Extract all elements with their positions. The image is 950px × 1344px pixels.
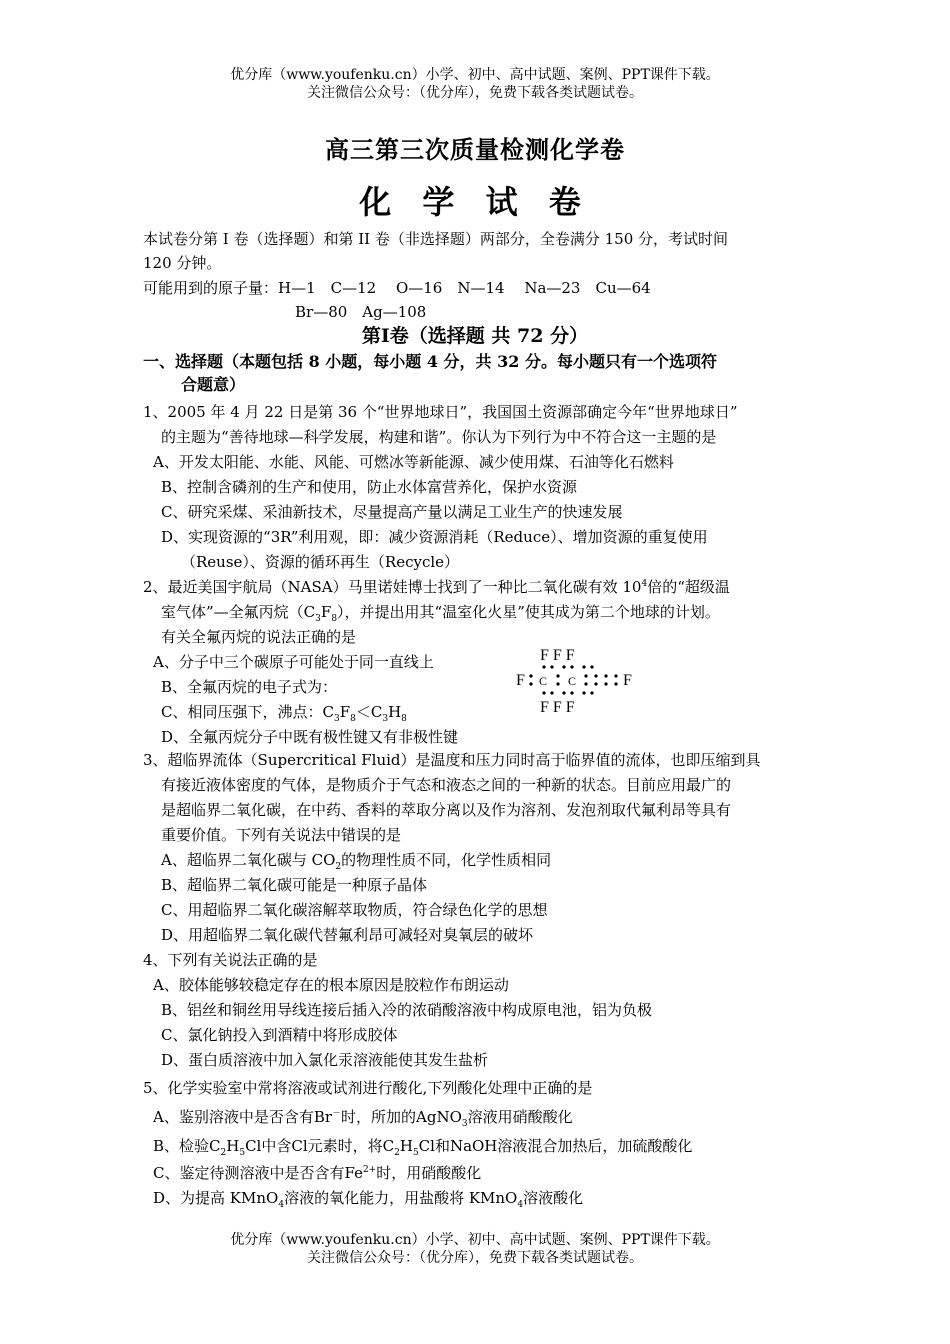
- q5-option-c: C、鉴定待测溶液中是否含有$Fe^{2+}$时，用硝酸酸化: [153, 1164, 482, 1182]
- q3-option-b: B、超临界二氧化碳可能是一种原子晶体: [161, 876, 428, 894]
- structure-carbon-1: C: [539, 674, 548, 688]
- footer-line-1: 优分库（www.youfenku.cn）小学、初中、高中试题、案例、PPT课件下载。: [230, 1232, 720, 1248]
- q5-stem: 5、化学实验室中常将溶液或试剂进行酸化,下列酸化处理中正确的是: [143, 1079, 593, 1097]
- intro-line-2: 120 分钟。: [143, 254, 222, 272]
- structure-bottom-fluorines: F F F: [540, 699, 575, 716]
- q4-option-a: A、胶体能够较稳定存在的根本原因是胶粒作布朗运动: [153, 976, 509, 994]
- atomic-masses: 可能用到的原子量：H—1 C—12 O—16 N—14 Na—23 Cu—64: [143, 279, 651, 297]
- q4-option-b: B、铝丝和铜丝用导线连接后插入冷的浓硝酸溶液中构成原电池，铝为负极: [161, 1001, 653, 1019]
- volume-1-heading: 第Ⅰ卷（选择题 共 72 分）: [361, 325, 589, 347]
- q1-option-d-2: （Reuse）、资源的循环再生（Recycle）: [181, 553, 460, 571]
- q1-option-d-1: D、实现资源的“3R”利用观，即：减少资源消耗（Reduce）、增加资源的重复使用: [161, 528, 708, 546]
- q3-option-c: C、用超临界二氧化碳溶解萃取物质，符合绿色化学的思想: [161, 901, 548, 919]
- q5-option-a: A、鉴别溶液中是否含有Br－时，所加的AgNO$_3$溶液用硝酸酸化: [153, 1108, 573, 1129]
- structure-left-fluorine: F: [516, 672, 525, 689]
- perfluoropropane-electron-formula: [510, 640, 640, 720]
- q3-stem-4: 重要价值。下列有关说法中错误的是: [161, 826, 402, 844]
- q1-stem-2: 的主题为“善待地球—科学发展，构建和谐”。你认为下列行为中不符合这一主题的是: [161, 428, 717, 446]
- q5-option-b: B、检验$C_2H_5Cl$中含Cl元素时，将$C_2H_5Cl$和NaOH溶液混合加热后，加硫酸酸化: [153, 1137, 693, 1158]
- structure-right-fluorine: F: [623, 672, 632, 689]
- footer-line-2: 关注微信公众号：（优分库），免费下载各类试题试卷。: [307, 1250, 643, 1266]
- q2-option-b: B、全氟丙烷的电子式为：: [161, 678, 338, 696]
- q3-stem-2: 有接近液体密度的气体，是物质介于气态和液态之间的一种新的状态。目前应用最广的: [161, 776, 732, 794]
- q4-option-c: C、氯化钠投入到酒精中将形成胶体: [161, 1026, 398, 1044]
- q2-stem-1: 2、最近美国宇航局（NASA）马里诺娃博士找到了一种比二氧化碳有效 $10^4$倍的“超级温: [143, 578, 730, 596]
- q5-option-d: D、为提高 KMnO$_4$溶液的氧化能力，用盐酸将 KMnO$_4$溶液酸化: [153, 1189, 584, 1210]
- q3-stem-1: 3、超临界流体（Supercritical Fluid）是温度和压力同时高于临界值的流体，也即压缩到具: [143, 751, 761, 769]
- q2-stem-3: 有关全氟丙烷的说法正确的是: [161, 628, 357, 646]
- q2-option-a: A、分子中三个碳原子可能处于同一直线上: [153, 653, 434, 671]
- q3-option-d: D、用超临界二氧化碳代替氟利昂可减轻对臭氧层的破坏: [161, 926, 534, 944]
- header-line-2: 关注微信公众号：（优分库），免费下载各类试题试卷。: [307, 85, 643, 101]
- q2-stem-2: 室气体”—全氟丙烷$(C_3F_8)$，并提出用其“温室化火星”使其成为第二个地球的计划。: [161, 603, 720, 624]
- atomic-masses-2: Br—80 Ag—108: [295, 303, 427, 321]
- section-1-heading-2: 合题意）: [181, 375, 246, 394]
- q3-option-a: A、超临界二氧化碳与 $CO_2$的物理性质不同，化学性质相同: [161, 851, 552, 872]
- structure-top-fluorines: F F F: [540, 647, 575, 664]
- section-1-heading: 一、选择题（本题包括 8 小题，每小题 4 分，共 32 分。每小题只有一个选项符: [143, 352, 717, 371]
- q2-option-d: D、全氟丙烷分子中既有极性键又有非极性键: [161, 728, 459, 746]
- q1-stem-1: 1、2005 年 4 月 22 日是第 36 个“世界地球日”，我国国土资源部确定今年“世界地球日”: [143, 403, 738, 421]
- q3-stem-3: 是超临界二氧化碳，在中药、香料的萃取分离以及作为溶剂、发泡剂取代氟利昂等具有: [161, 801, 732, 819]
- q4-option-d: D、蛋白质溶液中加入氯化汞溶液能使其发生盐析: [161, 1051, 489, 1069]
- q2-option-c: C、相同压强下，沸点：$C_3F_8<C_3H_8$: [161, 703, 407, 724]
- structure-carbon-2: C: [568, 674, 577, 688]
- intro-line-1: 本试卷分第 I 卷（选择题）和第 II 卷（非选择题）两部分，全卷满分 150 分，考试时间: [143, 230, 729, 248]
- exam-subtitle: 化 学 试 卷: [359, 183, 591, 221]
- q1-option-c: C、研究采煤、采油新技术，尽量提高产量以满足工业生产的快速发展: [161, 503, 623, 521]
- q4-stem: 4、下列有关说法正确的是: [143, 951, 318, 969]
- header-line-1: 优分库（www.youfenku.cn）小学、初中、高中试题、案例、PPT课件下载。: [230, 67, 720, 83]
- exam-title: 高三第三次质量检测化学卷: [325, 135, 625, 164]
- q1-option-a: A、开发太阳能、水能、风能、可燃冰等新能源、减少使用煤、石油等化石燃料: [153, 453, 674, 471]
- q1-option-b: B、控制含磷剂的生产和使用，防止水体富营养化，保护水资源: [161, 478, 578, 496]
